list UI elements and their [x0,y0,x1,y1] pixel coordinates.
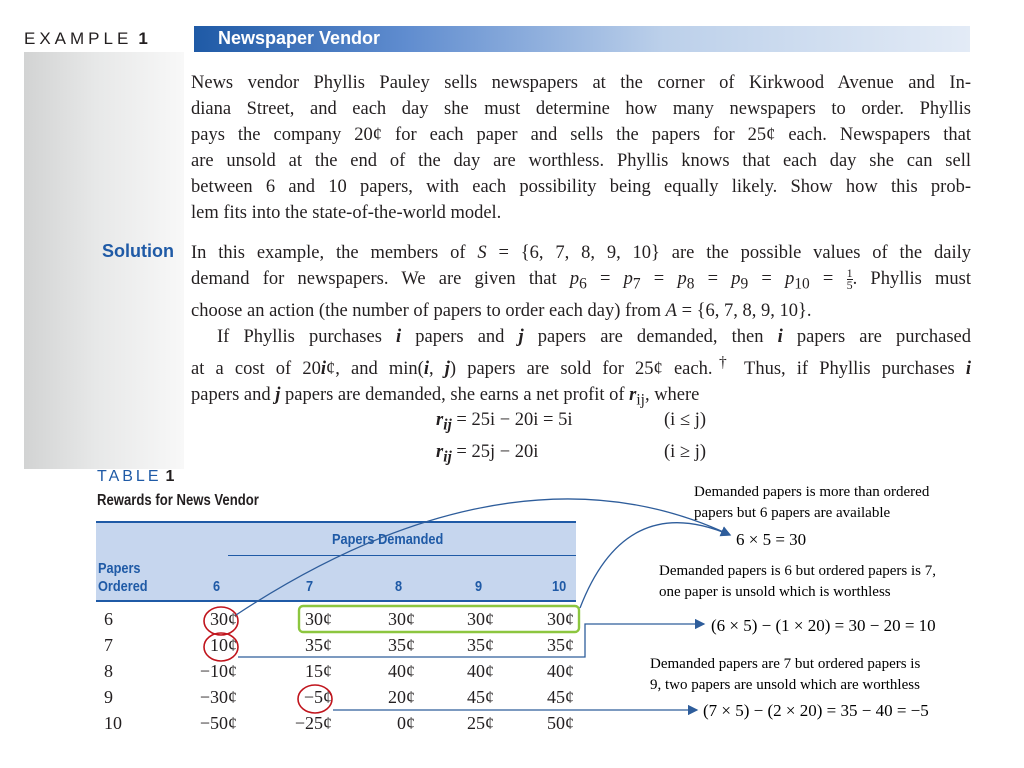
prob-symbol: p [569,269,580,289]
prob-subscript: 6 [579,275,587,293]
footnote-dagger: † [712,353,734,371]
eq-lhs: r [436,410,444,430]
prob-symbol: p [623,269,633,289]
annotation-3-equation: (7 × 5) − (2 × 20) = 35 − 40 = −5 [703,701,929,720]
equation-condition-1: (i ≤ j) [664,410,707,430]
annotation-line: Demanded papers are 7 but ordered papers is [650,656,921,672]
solution-text-part: = {6, 7, 8, 9, 10} are the possible values of the daily [486,243,971,263]
table-cell: 35¢ [467,635,494,655]
var-j: j [275,384,281,405]
solution-text-part: = {6, 7, 8, 9, 10}. [676,300,812,321]
var-i: i [777,326,783,347]
annotation-line: Demanded papers is more than ordered [694,484,930,500]
row-label: 7 [104,635,113,655]
row-header-line-2: Ordered [98,578,148,595]
table-header-rule [96,600,576,602]
table-top-rule [96,521,576,523]
annotation-2 [659,561,936,603]
table-cell: 30¢ [388,609,415,629]
var-i: i [965,358,972,379]
equation-condition-2: (i ≥ j) [664,442,707,462]
solution-text-part: demand for newspapers. We are given that [191,269,570,289]
solution-text-part: . Phyllis must [852,269,972,289]
solution-text-part: If Phyllis purchases [217,326,397,347]
row-label: 6 [104,609,113,629]
table-group-rule [228,555,576,556]
prob-symbol: p [785,269,795,289]
table-cell: −5¢ [303,687,332,707]
equation-profit-1 [436,410,573,435]
table-cell: 25¢ [467,713,494,733]
table-cell: −50¢ [199,713,237,733]
table-number: 1 [165,468,175,485]
table-cell: 30¢ [305,609,332,629]
var-i: i [396,326,402,347]
solution-line [191,324,971,350]
solution-text-part: = [748,269,786,289]
table-cell: 30¢ [547,609,574,629]
problem-statement [191,70,971,226]
row-label: 10 [104,713,122,733]
row-label: 8 [104,661,113,681]
problem-line: pays the company 20¢ for each paper and sells the papers for 25¢ each. Newspapers that [191,125,971,145]
solution-line [191,350,971,382]
solution-line [191,382,971,414]
solution-text-part: papers are demanded, then [523,326,778,347]
column-group-header: Papers Demanded [332,531,444,548]
table-cell: 40¢ [467,661,494,681]
prob-symbol: p [677,269,687,289]
solution-line [191,266,971,298]
row-header-line-1: Papers [98,560,141,577]
table-cell: 50¢ [547,713,574,733]
eq-rhs: = 25i − 20i = 5i [456,410,573,430]
var-r-subscript: ij [636,391,645,409]
set-symbol-s: S [477,243,487,263]
solution-text-part: papers and [191,384,276,405]
set-symbol-a: A [665,300,677,321]
solution-text [191,240,971,414]
annotation-line: 9, two papers are unsold which are worthless [650,677,920,693]
solution-text-part: ) papers are sold for 25¢ each. [449,358,713,379]
column-header: 6 [213,578,221,595]
table-cell: 30¢ [210,609,237,629]
annotation-1 [694,482,929,524]
annotation-3 [650,654,920,696]
solution-text-part: , where [644,384,700,405]
var-r: r [629,384,637,405]
solution-label: Solution [102,241,174,261]
solution-text-part: ¢, and min( [326,358,424,379]
annotation-line: papers but 6 papers are available [694,505,891,521]
annotation-line: one paper is unsold which is worthless [659,584,891,600]
solution-line [191,298,971,324]
problem-line: lem fits into the state-of-the-world model. [191,203,502,223]
prob-symbol: p [731,269,741,289]
problem-line: News vendor Phyllis Pauley sells newspapers at the corner of Kirkwood Avenue and In- [191,73,971,93]
eq-lhs-subscript: ij [443,448,452,466]
solution-line [191,240,971,266]
var-j: j [444,358,450,379]
table-label-text: TABLE [97,468,162,485]
fraction-numerator: 1 [846,266,853,281]
table-cell: 10¢ [210,635,237,655]
solution-text-part: papers are demanded, she earns a net profit of [280,384,630,405]
column-header: 8 [395,578,403,595]
table-cell: 20¢ [388,687,415,707]
example-header-bar [24,26,970,52]
table-cell: 15¢ [305,661,332,681]
solution-text-part: , [428,358,445,379]
fraction-denominator: 5 [846,278,853,293]
problem-line: are unsold at the end of the day are worthless. Phyllis knows that each day she can sell [191,151,971,171]
table-title: Rewards for News Vendor [97,492,259,509]
column-header: 10 [552,578,567,595]
annotation-1-equation: 6 × 5 = 30 [736,530,807,549]
eq-rhs: = 25j − 20i [456,442,539,462]
prob-subscript: 7 [632,275,641,293]
equation-profit-2 [436,442,538,467]
example-label [24,28,148,50]
table-cell: 45¢ [467,687,494,707]
solution-text-part: papers and [401,326,519,347]
example-title: Newspaper Vendor [218,28,381,48]
eq-lhs: r [436,442,444,462]
solution-text-part: Thus, if Phyllis purchases [733,358,966,379]
table-cell: 45¢ [547,687,574,707]
var-i: i [423,358,429,379]
solution-text-part: = [586,269,624,289]
var-j: j [518,326,524,347]
table-cell: 35¢ [547,635,574,655]
annotation-2-equation: (6 × 5) − (1 × 20) = 30 − 20 = 10 [711,616,936,635]
example-label-text: EXAMPLE [24,29,133,48]
solution-text-part: = [694,269,732,289]
column-header: 7 [306,578,314,595]
table-cell: 40¢ [388,661,415,681]
table-cell: 35¢ [305,635,332,655]
table-cell: −25¢ [294,713,332,733]
table-cell: −10¢ [199,661,237,681]
solution-text-part: = [640,269,678,289]
problem-line: between 6 and 10 papers, with each possibility being equally likely. Show how this prob- [191,177,971,197]
solution-text-part: at a cost of 20 [191,358,321,379]
table-cell: −30¢ [199,687,237,707]
prob-subscript: 10 [794,275,810,293]
solution-text-part: In this example, the members of [191,243,478,263]
eq-lhs-subscript: ij [443,416,452,434]
annotation-line: Demanded papers is 6 but ordered papers is 7, [659,563,937,579]
row-label: 9 [104,687,113,707]
table-cell: 35¢ [388,635,415,655]
solution-text-part: papers are purchased [782,326,971,347]
prob-subscript: 9 [740,275,749,293]
example-number: 1 [138,29,148,48]
table-cell: 40¢ [547,661,574,681]
solution-text-part: = [809,269,847,289]
var-i: i [320,358,326,379]
table-label [97,468,174,486]
problem-line: diana Street, and each day she must determine how many newspapers to order. Phyllis [191,99,971,119]
prob-subscript: 8 [686,275,695,293]
solution-text-part: choose an action (the number of papers to order each day) from [191,300,666,321]
table-cell: 30¢ [467,609,494,629]
column-header: 9 [475,578,483,595]
table-cell: 0¢ [397,713,415,733]
